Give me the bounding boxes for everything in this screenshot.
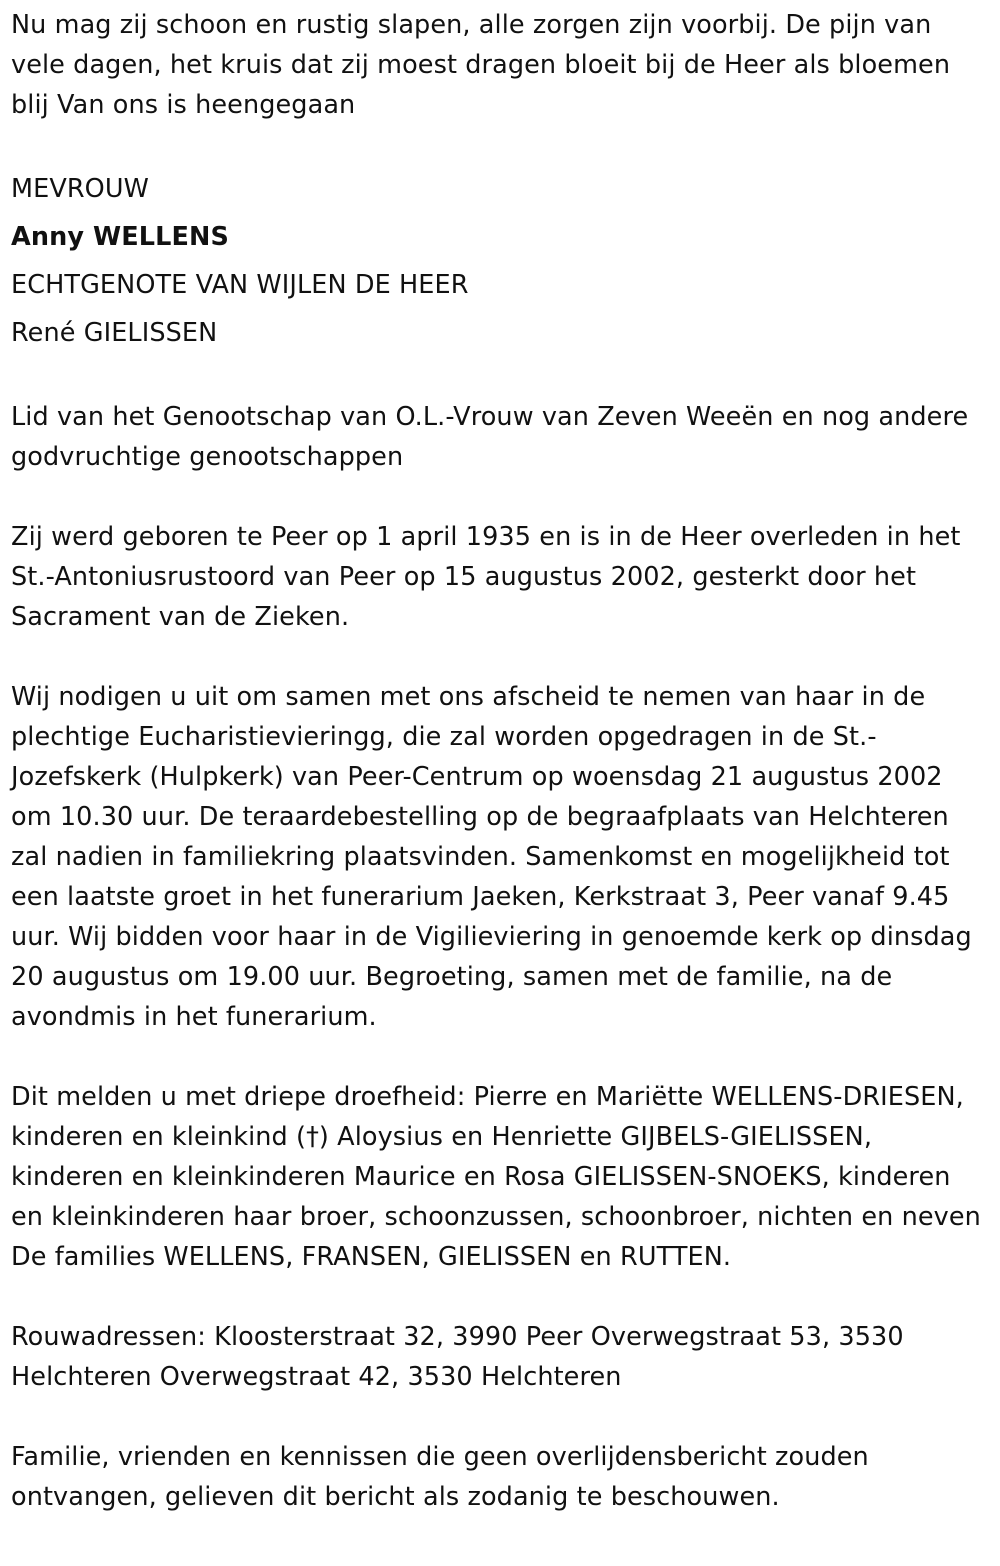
- intro-paragraph: Nu mag zij schoon en rustig slapen, alle zorgen zijn voorbij. De pijn van vele dagen, het kruis dat zij moest dragen bloeit bij de Heer als bloemen blij Van ons is heengegaan: [11, 10, 951, 120]
- deceased-name: Anny WELLENS: [11, 222, 229, 252]
- spacer: [11, 357, 986, 397]
- spacer: [11, 1037, 986, 1077]
- birth-death-paragraph: Zij werd geboren te Peer op 1 april 1935 en is in de Heer overleden in het St.-Antoniusrustoord van Peer op 15 augustus 2002, gesterkt door het Sacrament van de Zieken.: [11, 522, 961, 632]
- spacer: [11, 1277, 986, 1317]
- spacer: [11, 1397, 986, 1437]
- ceremony-paragraph: Wij nodigen u uit om samen met ons afscheid te nemen van haar in de plechtige Eucharistieviering​g, die zal worden opgedragen in de St.-Jozefskerk (Hulpkerk) van Peer-Centrum op woensdag 21 augustus 2002 om 10.30 uur. De teraardebestelling op de begraafplaats van Helchteren zal nadien in familiekring plaatsvinden. Samenkomst en mogelijkheid tot een laatste groet in het funerarium Jaeken, Kerkstraat 3, Peer vanaf 9.45 uur. Wij bidden voor haar in de Vigilieviering in genoemde kerk op dinsdag 20 augustus om 19.00 uur. Begroeting, samen met de familie, na de avondmis in het funerarium.: [11, 682, 972, 1032]
- family-paragraph: Dit melden u met driepe droefheid: Pierre en Mariëtte WELLENS-DRIESEN, kinderen en kleinkind (†) Aloysius en Henriette GIJBELS-GIELISSEN, kinderen en kleinkinderen Maurice en Rosa GIELISSEN-SNOEKS, kinderen en kleinkinderen haar broer, schoonzussen, schoonbroer, nichten en neven De families WELLENS, FRANSEN, GIELISSEN en RUTTEN.: [11, 1082, 981, 1272]
- closing-paragraph: Familie, vrienden en kennissen die geen overlijdensbericht zouden ontvangen, gelieven dit bericht als zodanig te beschouwen.: [11, 1442, 869, 1512]
- obituary-document: [11, 5, 986, 1517]
- spacer: [11, 637, 986, 677]
- membership-paragraph: Lid van het Genootschap van O.L.-Vrouw van Zeven Weeën en nog andere godvruchtige genootschappen: [11, 402, 969, 472]
- addresses-paragraph: Rouwadressen: Kloosterstraat 32, 3990 Peer Overwegstraat 53, 3530 Helchteren Overwegstraat 42, 3530 Helchteren: [11, 1322, 904, 1392]
- spacer: [11, 477, 986, 517]
- spacer: [11, 125, 986, 165]
- spouse-name: René GIELISSEN: [11, 318, 218, 348]
- relation-line: ECHTGENOTE VAN WIJLEN DE HEER: [11, 270, 469, 300]
- salutation: MEVROUW: [11, 174, 149, 204]
